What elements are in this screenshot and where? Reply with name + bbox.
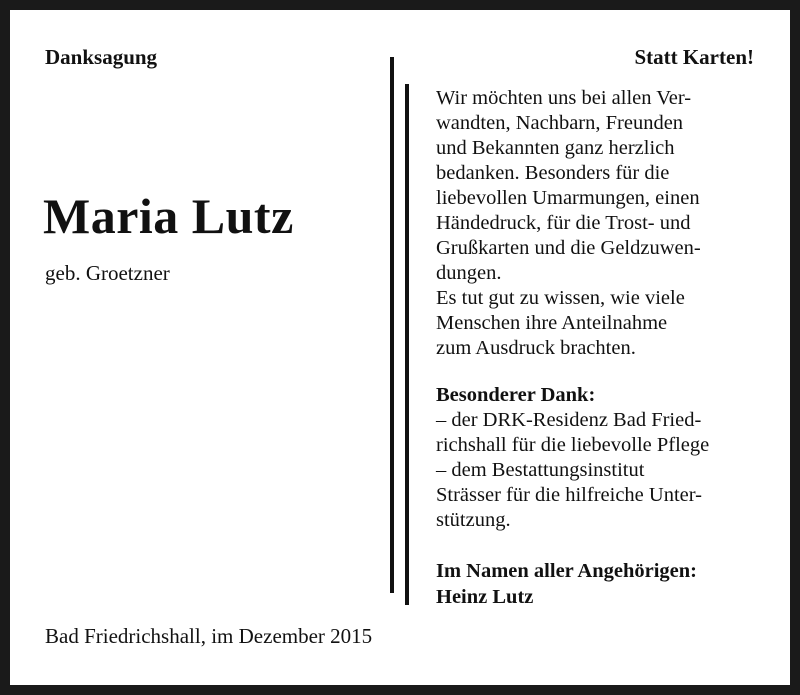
birth-name: geb. Groetzner (45, 261, 170, 285)
message-line: zum Ausdruck brachten. (436, 337, 636, 359)
message-line: Es tut gut zu wissen, wie viele (436, 287, 685, 309)
message-line: bedanken. Besonders für die (436, 162, 670, 184)
message-line: Händedruck, für die Trost- und (436, 212, 691, 234)
message-line: wandten, Nachbarn, Freunden (436, 112, 684, 134)
deceased-name: Maria Lutz (43, 188, 294, 244)
message-line: und Bekannten ganz herzlich (436, 137, 675, 159)
obituary-card (10, 10, 790, 685)
signature (436, 558, 697, 610)
special-thanks-line: – dem Bestattungsinstitut (436, 459, 645, 481)
message-line: Grußkarten und die Geldzuwen- (436, 237, 701, 259)
message-line: liebevollen Umarmungen, einen (436, 187, 700, 209)
heading-statt-karten: Statt Karten! (634, 45, 754, 69)
place-and-date: Bad Friedrichshall, im Dezember 2015 (45, 624, 373, 648)
divider-rule-right (405, 84, 409, 605)
message-line: dungen. (436, 262, 502, 284)
special-thanks (436, 383, 709, 533)
message-line: Wir möchten uns bei allen Ver- (436, 87, 692, 109)
heading-danksagung: Danksagung (45, 45, 158, 69)
signature-name: Heinz Lutz (436, 586, 534, 608)
divider-rule-left (390, 57, 394, 593)
special-thanks-line: – der DRK-Residenz Bad Fried- (436, 409, 702, 431)
special-thanks-line: stützung. (436, 509, 511, 531)
signature-intro: Im Namen aller Angehörigen: (436, 560, 697, 582)
special-thanks-line: Strässer für die hilfreiche Unter- (436, 484, 702, 506)
thanks-message (436, 86, 701, 361)
message-line: Menschen ihre Anteilnahme (436, 312, 668, 334)
special-thanks-line: richshall für die liebevolle Pflege (436, 434, 710, 456)
special-thanks-heading: Besonderer Dank: (436, 384, 596, 406)
